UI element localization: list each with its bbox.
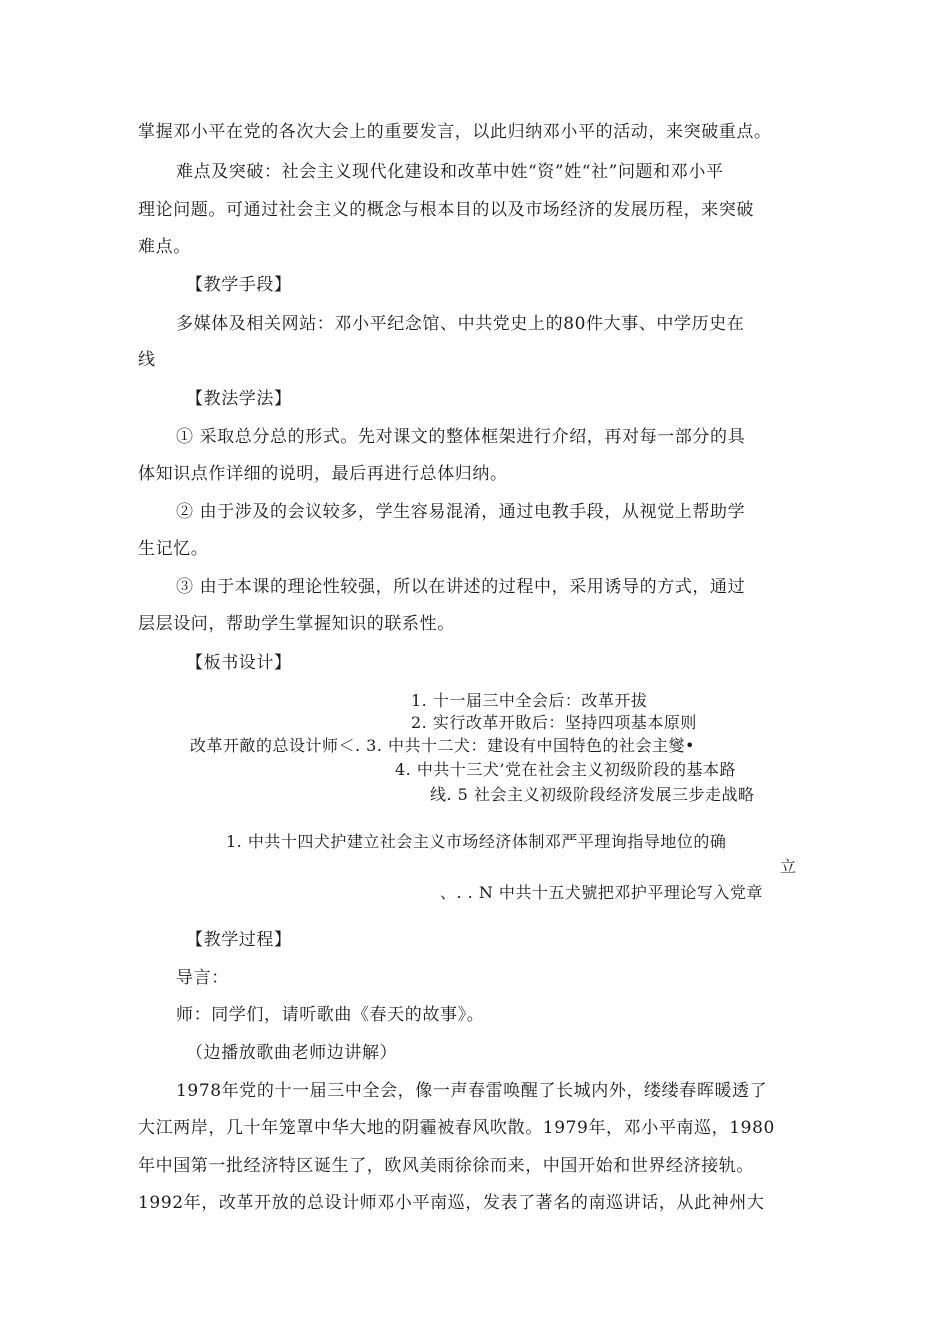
board-item: 4. 中共十三犬’党在社会主义初级阶段的基本路 bbox=[395, 760, 736, 779]
section-heading-process: 【教学过程】 bbox=[186, 930, 292, 950]
paragraph-line: 年中国第一批经济特区诞生了，欧风美雨徐徐而来，中国开始和世界经济接轨。 bbox=[138, 1156, 754, 1176]
board-item: 立 bbox=[780, 857, 797, 876]
board-item: 1. 十一届三中全会后：改革开拔 bbox=[411, 691, 648, 710]
paragraph-line: 体知识点作详细的说明，最后再进行总体归纳。 bbox=[138, 464, 508, 484]
board-item: 1. 中共十四犬护建立社会主义市场经济体制邓严平理询指导地位的确 bbox=[226, 832, 727, 851]
board-item: 、. . N 中共十五犬號把邓护平理论写入党章 bbox=[440, 883, 763, 902]
paragraph-line: 掌握邓小平在党的各次大会上的重要发言，以此归纳邓小平的活动，来突破重点。 bbox=[138, 122, 772, 142]
paragraph-line: 理论问题。可通过社会主义的概念与根本目的以及市场经济的发展历程，来突破 bbox=[138, 200, 754, 220]
section-heading-board: 【板书设计】 bbox=[186, 653, 292, 673]
paragraph-line: ③ 由于本课的理论性较强，所以在讲述的过程中，采用诱导的方式，通过 bbox=[176, 577, 746, 597]
paragraph-line: 难点。 bbox=[138, 237, 191, 257]
paragraph-line: 导言： bbox=[176, 968, 229, 988]
paragraph-line: 层层设问，帮助学生掌握知识的联系性。 bbox=[138, 614, 455, 634]
paragraph-line: 线 bbox=[138, 350, 156, 370]
paragraph-line: ② 由于涉及的会议较多，学生容易混淆，通过电教手段，从视觉上帮助学 bbox=[176, 502, 746, 522]
paragraph-line: 大江两岸，几十年笼罩中华大地的阴霾被春风吹散。1979年，邓小平南巡，1980 bbox=[138, 1118, 775, 1138]
paragraph-line: 1978年党的十一届三中全会，像一声春雷唤醒了长城内外，缕缕春晖暖透了 bbox=[176, 1081, 768, 1101]
paragraph-line: 师：同学们，请听歌曲《春天的故事》。 bbox=[176, 1005, 485, 1025]
paragraph-line: 难点及突破：社会主义现代化建设和改革中姓“资”姓“社”问题和邓小平 bbox=[176, 162, 724, 182]
board-item: 线. 5 社会主义初级阶段经济发展三步走战略 bbox=[430, 785, 755, 804]
section-heading-means: 【教学手段】 bbox=[186, 275, 292, 295]
paragraph-line: 多媒体及相关网站：邓小平纪念馆、中共党史上的80件大事、中学历史在 bbox=[176, 314, 745, 334]
paragraph-line: 1992年，改革开放的总设计师邓小平南巡，发表了著名的南巡讲话，从此神州大 bbox=[138, 1193, 765, 1213]
board-item: 改革开敵的总设计师＜. 3. 中共十二犬：建设有中国特色的社会主燮• bbox=[190, 736, 695, 755]
paragraph-line: ① 采取总分总的形式。先对课文的整体框架进行介绍，再对每一部分的具 bbox=[176, 427, 746, 447]
paragraph-line: 生记忆。 bbox=[138, 539, 209, 559]
board-item: 2. 实行改革开敗后：坚持四项基本原则 bbox=[411, 713, 697, 732]
section-heading-method: 【教法学法】 bbox=[186, 389, 292, 409]
paragraph-line: （边播放歌曲老师边讲解） bbox=[186, 1043, 398, 1063]
